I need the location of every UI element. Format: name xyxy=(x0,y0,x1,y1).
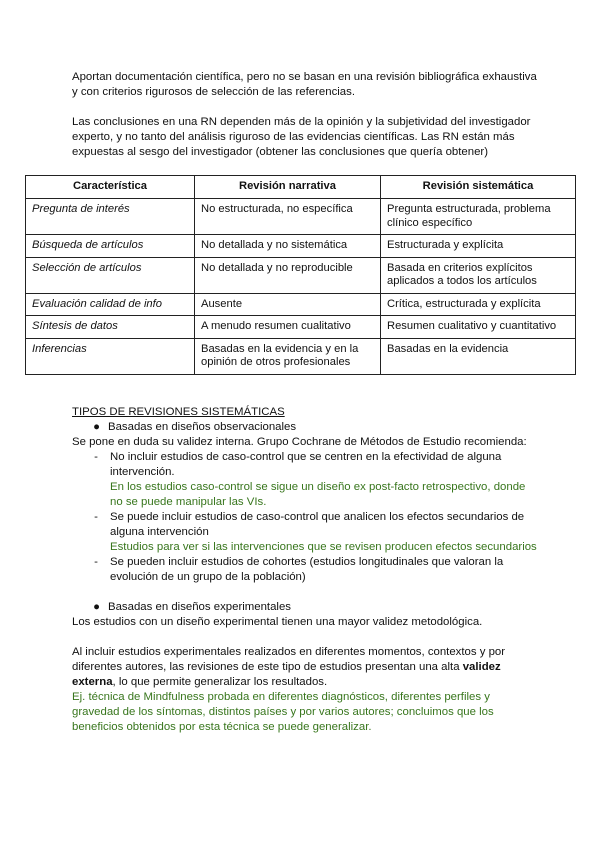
row-feature: Síntesis de datos xyxy=(26,316,195,339)
text-line: evolución de un grupo de la población) xyxy=(110,571,306,583)
table-row xyxy=(26,316,576,339)
observational-block xyxy=(72,435,552,735)
text-line: Aportan documentación científica, pero no se basan en una revisión bibliográfica exhaustiva xyxy=(72,71,537,83)
bold-text: externa xyxy=(72,676,113,688)
text-line: y con criterios rigurosos de selección de las referencias. xyxy=(72,86,355,98)
bullet-text: Basadas en diseños experimentales xyxy=(108,601,291,613)
table-row xyxy=(26,199,576,235)
header-caracteristica: Característica xyxy=(26,176,195,199)
text-line: Las conclusiones en una RN dependen más de la opinión y la subjetividad del investigador xyxy=(72,116,531,128)
intro-paragraph-2 xyxy=(72,115,542,160)
table-header-row xyxy=(26,176,576,199)
bullet-item-observational xyxy=(72,420,547,435)
row-systematic: Crítica, estructurada y explícita xyxy=(381,293,576,316)
note-line: En los estudios caso-control se sigue un diseño ex post-facto retrospectivo, donde xyxy=(110,481,526,493)
table-row xyxy=(26,338,576,374)
row-feature: Pregunta de interés xyxy=(26,199,195,235)
text-line xyxy=(72,660,552,675)
text-line: Al incluir estudios experimentales realizados en diferentes momentos, contextos y por xyxy=(72,646,506,658)
row-feature: Evaluación calidad de info xyxy=(26,293,195,316)
text-line xyxy=(72,675,552,690)
example-paragraph xyxy=(72,690,552,735)
header-revision-sistematica: Revisión sistemática xyxy=(381,176,576,199)
section-title: TIPOS DE REVISIONES SISTEMÁTICAS xyxy=(72,406,285,418)
bullet-item-experimental xyxy=(72,600,552,615)
bullet-icon: ● xyxy=(93,601,100,613)
row-narrative: No detallada y no sistemática xyxy=(195,235,381,258)
comparison-table xyxy=(25,175,576,375)
row-feature: Búsqueda de artículos xyxy=(26,235,195,258)
dash-icon: - xyxy=(94,451,98,463)
row-systematic: Basadas en la evidencia xyxy=(381,338,576,374)
table-row xyxy=(26,235,576,258)
text-span: , lo que permite generalizar los resultados. xyxy=(112,676,328,688)
row-feature: Inferencias xyxy=(26,338,195,374)
text-line: Se puede incluir estudios de caso-control que analicen los efectos secundarios de xyxy=(110,511,525,523)
row-narrative: No detallada y no reproducible xyxy=(195,257,381,293)
row-narrative: Basadas en la evidencia y en la opinión de otros profesionales xyxy=(195,338,381,374)
dash-item-1 xyxy=(72,450,552,510)
text-line: No incluir estudios de caso-control que se centren en la efectividad de alguna xyxy=(110,451,502,463)
experimental-intro: Los estudios con un diseño experimental tienen una mayor validez metodológica. xyxy=(72,616,483,628)
text-line: alguna intervención xyxy=(110,526,209,538)
text-line: gravedad de los síntomas, distintos países y por varios autores; concluimos que los xyxy=(72,706,494,718)
text-line: Ej. técnica de Mindfulness probada en diferentes diagnósticos, diferentes perfiles y xyxy=(72,691,490,703)
row-narrative: No estructurada, no específica xyxy=(195,199,381,235)
closing-paragraph xyxy=(72,645,552,690)
row-systematic: Estructurada y explícita xyxy=(381,235,576,258)
row-narrative: A menudo resumen cualitativo xyxy=(195,316,381,339)
row-feature: Selección de artículos xyxy=(26,257,195,293)
bullet-text: Basadas en diseños observacionales xyxy=(108,421,297,433)
dash-item-2 xyxy=(72,510,552,555)
text-line: experto, y no tanto del análisis riguroso de las evidencias científicas. Las RN están más xyxy=(72,131,515,143)
text-line: intervención. xyxy=(110,466,175,478)
dash-icon: - xyxy=(94,556,98,568)
systematic-review-types-section xyxy=(72,405,547,435)
row-systematic: Resumen cualitativo y cuantitativo xyxy=(381,316,576,339)
text-line: Se pueden incluir estudios de cohortes (estudios longitudinales que valoran la xyxy=(110,556,504,568)
text-span: diferentes autores, las revisiones de este tipo de estudios presentan una alta xyxy=(72,661,463,673)
dash-item-3 xyxy=(72,555,552,585)
table-row xyxy=(26,293,576,316)
text-line: expuestas al sesgo del investigador (obtener las conclusiones que quería obtener) xyxy=(72,146,489,158)
bullet-icon: ● xyxy=(93,421,100,433)
header-revision-narrativa: Revisión narrativa xyxy=(195,176,381,199)
row-narrative: Ausente xyxy=(195,293,381,316)
observational-intro: Se pone en duda su validez interna. Grupo Cochrane de Métodos de Estudio recomienda: xyxy=(72,436,527,448)
row-systematic: Pregunta estructurada, problema clínico específico xyxy=(381,199,576,235)
intro-paragraph-1 xyxy=(72,70,542,100)
bold-text: validez xyxy=(462,661,501,673)
text-line: beneficios obtenidos por esta técnica se puede generalizar. xyxy=(72,721,372,733)
dash-icon: - xyxy=(94,511,98,523)
row-systematic: Basada en criterios explícitos aplicados a todos los artículos xyxy=(381,257,576,293)
table-row xyxy=(26,257,576,293)
note-line: no se puede manipular las VIs. xyxy=(110,496,267,508)
note-line: Estudios para ver si las intervenciones que se revisen producen efectos secundarios xyxy=(110,541,537,553)
